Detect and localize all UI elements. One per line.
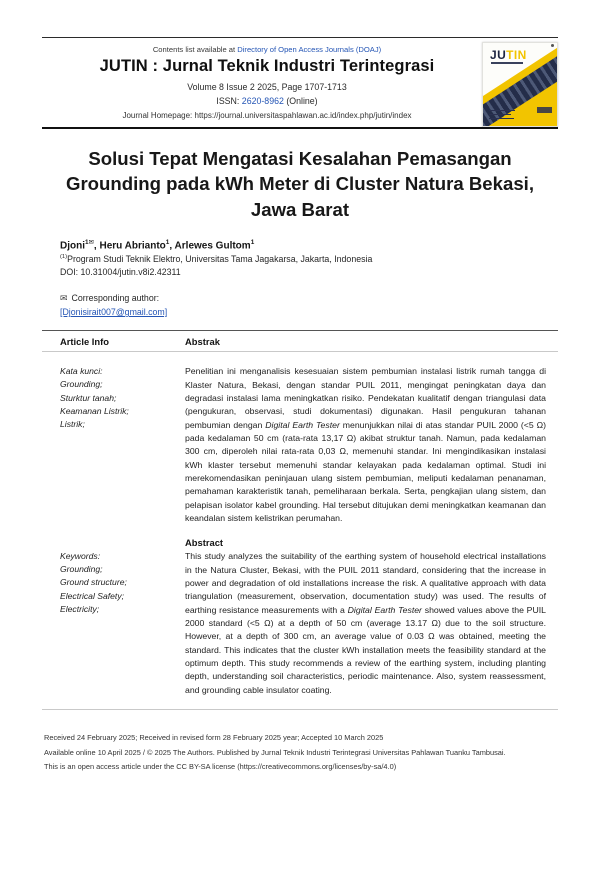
kata-kunci-block xyxy=(60,365,185,432)
header-bottom-rule xyxy=(42,127,558,129)
cover-logo-ju: JU xyxy=(490,48,507,62)
doi-line: DOI: 10.31004/jutin.v8i2.42311 xyxy=(60,267,181,278)
corresponding-block xyxy=(42,293,558,317)
abstrak-italic-term: Digital Earth Tester xyxy=(265,419,340,430)
cover-corner-badge xyxy=(537,107,552,113)
info-table-header-row xyxy=(42,331,558,351)
author-name: Heru Abrianto xyxy=(99,240,166,252)
abstrak-text: menunjukkan nilai di atas standar PUIL 2000 (<5 Ω) pada kedalaman 50 cm (rata-rata 13,17 Ω) akibat struktur tanah. Namun, pada kedalaman 300 cm, diperoleh nilai rata-rata 0,03 Ω, memenuhi standar. Ini mengindikasikan instalasi kWh klaster tersebut memenuhi standar kelayakan pada kedalaman optimal. Studi ini merekomendasikan peninjauan ulang sistem pembumian, meliputi kedalaman penanaman, pemahaman karakteristik tanah, pemeliharaan berkala. Serta, pengkajian ulang sistem, dan pelapisan isolator kabel grounding. Hal tersebut ditujukan demi meningkatkan keamanan dan keandalan sistem kelistrikan perumahan. xyxy=(185,419,546,523)
article-title: Solusi Tepat Mengatasi Kesalahan Pemasangan Grounding pada kWh Meter di Cluster Natura Bekasi, Jawa Barat xyxy=(65,148,535,220)
keywords-block xyxy=(60,550,185,617)
journal-header-text xyxy=(48,45,486,120)
abstract-heading: Abstract xyxy=(185,537,224,549)
doaj-link[interactable]: Directory of Open Access Journals (DOAJ) xyxy=(237,45,382,54)
abstract-paragraph xyxy=(185,550,546,697)
abstract-italic-term: Digital Earth Tester xyxy=(347,604,422,615)
issn-number-link[interactable]: 2620-8962 xyxy=(241,96,284,106)
corresponding-email-link[interactable]: [Djonisirait007@gmail.com] xyxy=(60,307,168,318)
corresponding-label-line xyxy=(60,293,558,304)
info-table-body xyxy=(42,352,558,709)
authors-line xyxy=(60,238,558,251)
cover-logo-text xyxy=(490,48,527,62)
received-line: Received 24 February 2025; Received in revised form 28 February 2025 year; Accepted 10 March 2025 xyxy=(44,733,384,743)
journal-cover-thumbnail xyxy=(482,42,558,127)
corresponding-email-line xyxy=(60,307,558,317)
abstract-text: This study analyzes the suitability of the earthing system of household electrical installations in the Natura Cluster, Bekasi, with the PUIL 2011 standard, considering that the increase in power and degradation of old installations increase the risk. A qualitative approach with data triangulation (measurement, observation, documentation study) was used. The results of earthing resistance measurements with a xyxy=(185,551,546,615)
journal-header xyxy=(42,38,558,127)
keywords-label: Keywords: xyxy=(60,550,101,561)
issn-suffix: (Online) xyxy=(283,96,318,106)
author-superscript: 1✉ xyxy=(85,238,94,246)
kata-kunci-item: Listrik; xyxy=(60,419,85,430)
journal-title: JUTIN : Jurnal Teknik Industri Terintegrasi xyxy=(99,57,435,75)
keywords-item: Electricity; xyxy=(60,603,100,614)
affiliation-text: Program Studi Teknik Elektro, Universitas Tama Jagakarsa, Jakarta, Indonesia xyxy=(67,254,373,265)
abstrak-paragraph xyxy=(185,365,546,525)
journal-first-page xyxy=(0,37,600,885)
contents-availability-line xyxy=(48,45,486,54)
abstrak-text: Penelitian ini menganalisis kesesuaian sistem pembumian instalasi listrik rumah tangga di Klaster Natura, Bekasi, dengan standar PUIL 2011, mengingat peningkatan daya dan degradasi instalasi lama meningkatkan risiko. Pendekatan kualitatif dengan triangulasi data (pengukuran, observasi, studi dokumentasi) digunakan. Hasil pengukuran tahanan pembumian dengan xyxy=(185,366,546,430)
keywords-item: Electrical Safety; xyxy=(60,590,124,601)
volume-issue-line: Volume 8 Issue 2 2025, Page 1707-1713 xyxy=(187,82,347,92)
license-line: This is an open access article under the CC BY-SA license (https://creativecommons.org/licenses/by-sa/4.0) xyxy=(44,761,397,771)
abstrak-header: Abstrak xyxy=(185,336,220,348)
cover-subtitle-bar xyxy=(491,62,523,64)
envelope-icon: ✉ xyxy=(60,293,68,304)
kata-kunci-item: Keamanan Listrik; xyxy=(60,406,129,417)
cover-logo-tin: TIN xyxy=(506,48,527,62)
kata-kunci-item: Grounding; xyxy=(60,379,103,390)
article-history-footer xyxy=(42,710,558,774)
keywords-item: Ground structure; xyxy=(60,577,127,588)
author-superscript: 1 xyxy=(165,238,170,246)
article-info-column xyxy=(60,365,185,697)
available-online-line: Available online 10 April 2025 / © 2025 The Authors. Published by Jurnal Teknik Industri Terintegrasi Universitas Pahlawan Tuanku Tambusai. xyxy=(44,747,506,757)
article-info-header: Article Info xyxy=(60,336,109,348)
author-name: Arlewes Gultom xyxy=(174,240,251,252)
abstract-text: showed values above the PUIL 2000 standard (<5 Ω) at a depth of 50 cm (average 13.17 Ω) due to the soil structure. However, at a depth of 300 cm, an average value of 0.03 Ω was obtained, meeting the standard. This indicates that the cluster kWh installation meets the feasibility standard at the optimum depth. This study recommends a review of the earthing system, including planting depth, understanding soil characteristics, periodic maintenance. Also, system reassessment, and grounding cable insulator coating. xyxy=(185,604,546,695)
cover-caption-lines xyxy=(489,107,515,119)
issn-prefix: ISSN: xyxy=(216,96,242,106)
journal-homepage-line: Journal Homepage: https://journal.universitaspahlawan.ac.id/index.php/jutin/index xyxy=(122,111,412,120)
keywords-item: Grounding; xyxy=(60,564,103,575)
affiliation-line xyxy=(60,254,558,264)
author-separator: , xyxy=(93,240,100,252)
kata-kunci-label: Kata kunci: xyxy=(60,366,103,377)
issn-line xyxy=(48,96,486,106)
abstract-column xyxy=(185,365,558,697)
corresponding-label: Corresponding author: xyxy=(71,293,160,304)
affiliation-superscript: (1) xyxy=(60,254,68,261)
author-separator: , xyxy=(169,240,175,252)
kata-kunci-item: Sturktur tanah; xyxy=(60,392,117,403)
contents-prefix: Contents list available at xyxy=(152,45,238,54)
author-superscript: 1 xyxy=(250,238,255,246)
author-name: Djoni xyxy=(60,240,85,252)
authors-block xyxy=(42,238,558,277)
registered-mark-dot xyxy=(551,44,554,47)
